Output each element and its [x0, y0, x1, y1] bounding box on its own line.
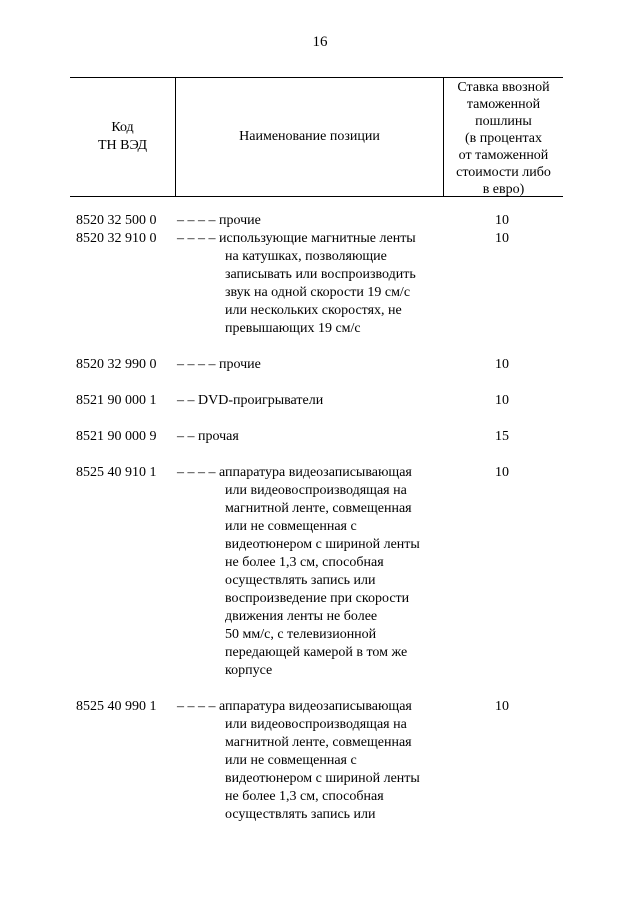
description-line: превышающих 19 см/с — [225, 321, 361, 336]
row-rate: 10 — [495, 393, 509, 408]
header-rate-line: таможенной — [466, 96, 541, 112]
description-line: магнитной ленте, совмещенная — [225, 735, 412, 750]
row-code: 8525 40 910 1 — [76, 465, 157, 480]
description-line: или видеовоспроизводящая на — [225, 717, 407, 732]
page-number: 16 — [312, 34, 328, 50]
description-line: передающей камерой в том же — [225, 645, 408, 660]
description-line: магнитной ленте, совмещенная — [225, 501, 412, 516]
table-header — [70, 77, 563, 197]
description-line: на катушках, позволяющие — [225, 249, 387, 264]
header-rate-line: в евро) — [482, 181, 525, 197]
description-line: 50 мм/с, с телевизионной — [225, 627, 377, 642]
description-line: осуществлять запись или — [225, 573, 376, 588]
row-rate: 15 — [495, 429, 509, 444]
row-rate: 10 — [495, 699, 509, 714]
header-code — [70, 77, 175, 197]
row-description — [177, 428, 467, 446]
description-line: записывать или воспроизводить — [225, 267, 416, 282]
description-line: осуществлять запись или — [225, 807, 376, 822]
row-description — [177, 212, 467, 230]
description-line: или видеовоспроизводящая на — [225, 483, 407, 498]
row-code: 8521 90 000 9 — [76, 429, 157, 444]
description-line: – – – – аппаратура видеозаписывающая — [177, 699, 412, 714]
row-rate: 10 — [495, 465, 509, 480]
header-rate-line: стоимости либо — [456, 164, 551, 180]
table-row — [70, 356, 563, 374]
row-description — [177, 392, 467, 410]
header-rate — [444, 77, 563, 197]
description-line: воспроизведение при скорости — [225, 591, 410, 606]
header-code-line: Код — [111, 120, 134, 135]
description-line: – – – – использующие магнитные ленты — [177, 231, 416, 246]
header-rate-line: Ставка ввозной — [457, 79, 550, 95]
description-line: движения ленты не более — [225, 609, 378, 624]
row-rate: 10 — [495, 357, 509, 372]
row-rate: 10 — [495, 231, 509, 246]
row-description — [177, 464, 467, 680]
row-code: 8520 32 500 0 — [76, 213, 157, 228]
row-code: 8525 40 990 1 — [76, 699, 157, 714]
row-code: 8520 32 990 0 — [76, 357, 157, 372]
header-code-line: ТН ВЭД — [97, 138, 148, 153]
table-row — [70, 464, 563, 680]
header-rate-line: пошлины — [475, 113, 532, 129]
row-code: 8521 90 000 1 — [76, 393, 157, 408]
table-row — [70, 392, 563, 410]
row-description — [177, 356, 467, 374]
table-body — [70, 212, 563, 824]
description-line: корпусе — [225, 663, 273, 678]
description-line: звук на одной скорости 19 см/с — [225, 285, 411, 300]
description-line: – – прочая — [177, 429, 239, 444]
description-line: не более 1,3 см, способная — [225, 789, 384, 804]
description-line: видеотюнером с шириной ленты — [225, 537, 420, 552]
header-rate-line: (в процентах — [465, 130, 542, 146]
description-line: или не совмещенная с — [225, 753, 357, 768]
description-line: – – – – аппаратура видеозаписывающая — [177, 465, 412, 480]
row-description — [177, 698, 467, 824]
table-row — [70, 698, 563, 824]
table-row — [70, 428, 563, 446]
row-code: 8520 32 910 0 — [76, 231, 157, 246]
description-line: видеотюнером с шириной ленты — [225, 771, 420, 786]
row-description — [177, 230, 467, 338]
row-rate: 10 — [495, 213, 509, 228]
description-line: – – – – прочие — [177, 213, 261, 228]
table-row — [70, 212, 563, 230]
description-line: – – – – прочие — [177, 357, 261, 372]
description-line: или нескольких скоростях, не — [225, 303, 402, 318]
table-row — [70, 230, 563, 338]
header-rate-line: от таможенной — [458, 147, 549, 163]
description-line: или не совмещенная с — [225, 519, 357, 534]
header-name: Наименование позиции — [239, 129, 380, 144]
description-line: не более 1,3 см, способная — [225, 555, 384, 570]
description-line: – – DVD-проигрыватели — [177, 393, 324, 408]
